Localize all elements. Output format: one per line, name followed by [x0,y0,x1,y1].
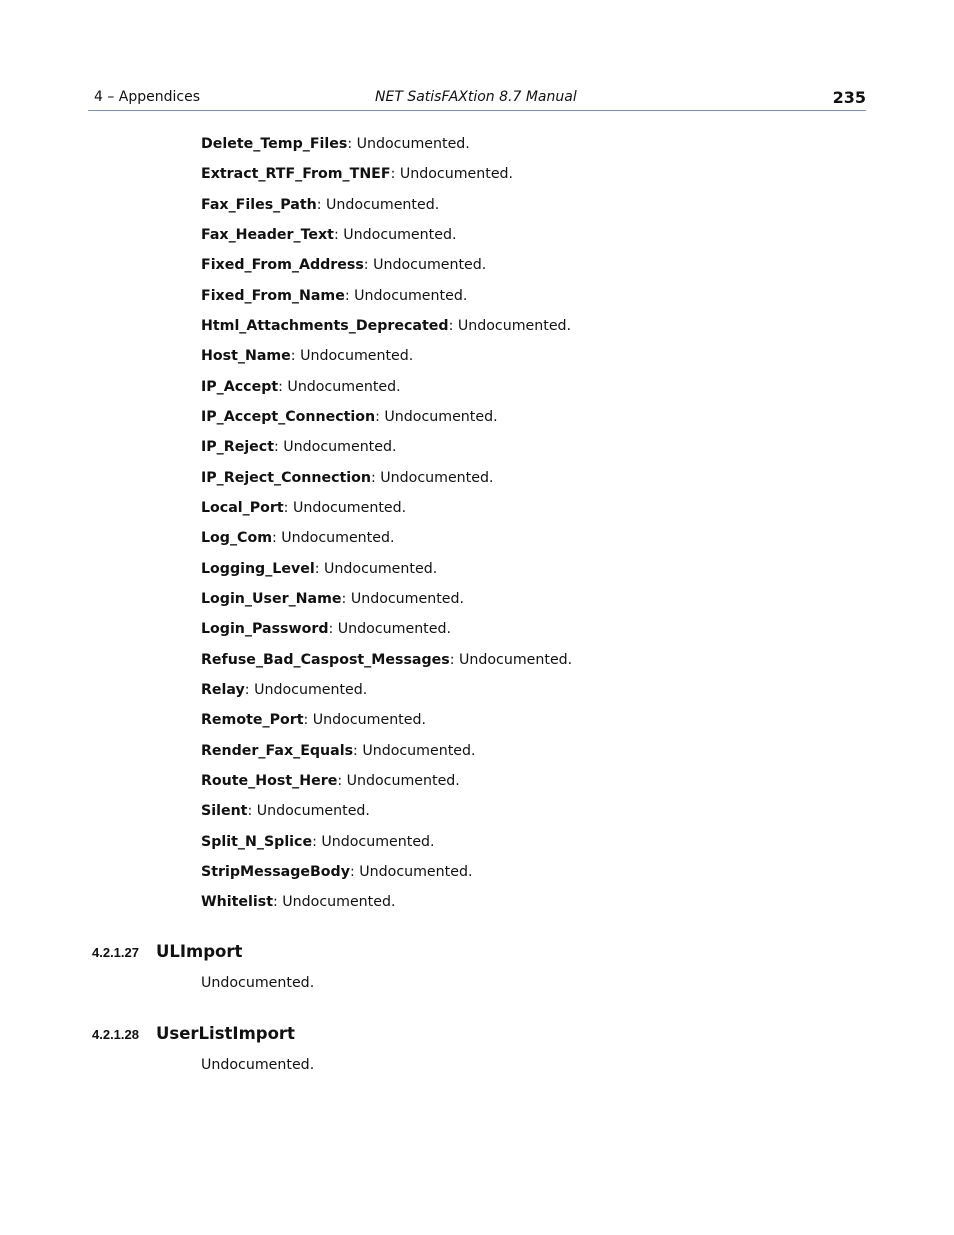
list-item [201,862,572,892]
parameter-description: : Undocumented. [328,621,451,638]
list-item [201,195,572,225]
list-item [201,225,572,255]
parameter-name: Relay [201,681,245,698]
list-item [201,346,572,376]
list-item [201,164,572,194]
list-item [201,589,572,619]
list-item [201,528,572,558]
parameter-description: : Undocumented. [344,287,468,304]
list-item [201,710,572,740]
parameter-name: Fixed_From_Name [201,287,345,304]
list-item [201,559,572,589]
parameter-description: : Undocumented. [347,136,470,152]
section-heading-ulimport [92,942,242,961]
parameter-description: : Undocumented. [283,499,407,516]
parameter-description: : Undocumented. [341,590,465,607]
parameter-name: Fax_Files_Path [201,196,317,213]
chapter-label: 4 – Appendices [94,89,201,105]
list-item [201,286,572,316]
parameter-description: : Undocumented. [316,196,440,213]
list-item [201,680,572,710]
parameter-description: : Undocumented. [449,651,573,668]
list-item [201,407,572,437]
parameter-name: Silent [201,803,248,820]
section-body: Undocumented. [201,975,315,991]
list-item [201,832,572,862]
list-item [201,377,572,407]
parameter-name: Login_Password [201,621,329,638]
list-item [201,619,572,649]
parameter-description: : Undocumented. [375,408,498,425]
manual-title: NET SatisFAXtion 8.7 Manual [375,89,577,105]
list-item [201,650,572,680]
section-title: UserListImport [156,1024,295,1043]
parameter-name: Login_User_Name [201,590,342,607]
parameter-description: : Undocumented. [278,378,401,395]
parameter-name: Local_Port [201,499,284,516]
parameter-name: IP_Reject_Connection [201,469,371,486]
parameter-name: Log_Com [201,530,272,547]
section-heading-userlistimport [92,1024,295,1043]
parameter-description: : Undocumented. [370,469,494,486]
parameter-name: IP_Accept [201,378,279,395]
list-item [201,134,572,164]
parameter-description: : Undocumented. [272,894,396,911]
parameter-name: Route_Host_Here [201,772,338,789]
parameter-name: Fixed_From_Address [201,257,364,274]
section-title: ULImport [156,942,243,961]
list-item [201,892,572,922]
parameter-description: : Undocumented. [353,742,476,759]
parameter-description: : Undocumented. [448,317,572,334]
section-number: 4.2.1.27 [92,945,139,960]
parameter-name: Render_Fax_Equals [201,742,354,759]
page-header [88,86,866,111]
parameter-name: Delete_Temp_Files [201,136,348,152]
parameter-description: : Undocumented. [312,833,435,850]
parameter-name: Logging_Level [201,560,315,577]
parameter-name: StripMessageBody [201,863,350,880]
parameter-description: : Undocumented. [314,560,438,577]
parameter-description: : Undocumented. [349,863,473,880]
parameter-name: Extract_RTF_From_TNEF [201,166,391,183]
parameter-description: : Undocumented. [390,166,514,183]
list-item [201,316,572,346]
list-item [201,801,572,831]
list-item [201,468,572,498]
parameter-name: Html_Attachments_Deprecated [201,317,449,334]
parameter-name: Split_N_Splice [201,833,313,850]
page-number: 235 [832,88,866,107]
parameter-description: : Undocumented. [337,772,460,789]
section-body: Undocumented. [201,1057,315,1073]
section-number: 4.2.1.28 [92,1027,139,1042]
parameter-name: Host_Name [201,348,291,365]
parameter-description: : Undocumented. [290,348,414,365]
parameter-name: IP_Reject [201,439,274,456]
list-item [201,255,572,285]
list-item [201,741,572,771]
parameter-name: IP_Accept_Connection [201,408,376,425]
parameter-description: : Undocumented. [247,803,370,820]
parameter-name: Whitelist [201,894,273,911]
parameter-name: Fax_Header_Text [201,226,334,243]
parameter-description: : Undocumented. [363,257,487,274]
parameter-description: : Undocumented. [274,439,397,456]
parameter-description: : Undocumented. [333,226,457,243]
list-item [201,771,572,801]
parameter-name: Refuse_Bad_Caspost_Messages [201,651,450,668]
parameter-list [201,134,572,923]
list-item [201,498,572,528]
parameter-description: : Undocumented. [244,681,368,698]
list-item [201,437,572,467]
parameter-description: : Undocumented. [303,712,426,729]
parameter-description: : Undocumented. [271,530,395,547]
parameter-name: Remote_Port [201,712,304,729]
